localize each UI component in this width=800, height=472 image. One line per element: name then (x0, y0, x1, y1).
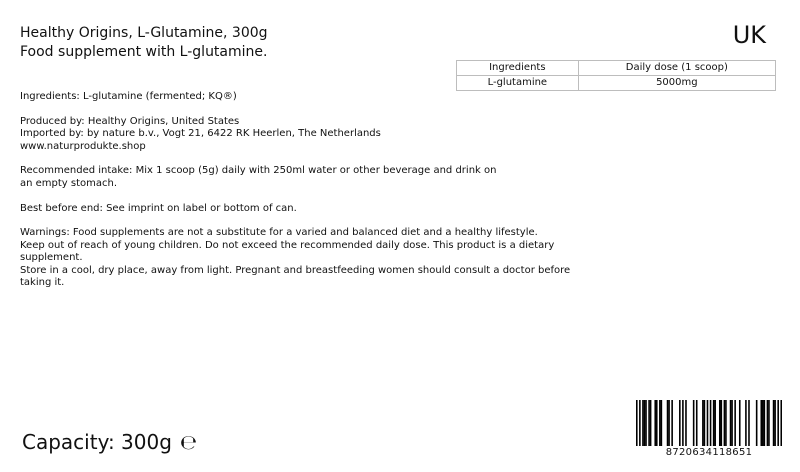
warnings-block (20, 227, 580, 289)
table-header-row (457, 61, 776, 76)
product-title: Healthy Origins, L-Glutamine, 300g (20, 25, 268, 41)
barcode-bar (780, 400, 782, 446)
barcode-bar (768, 400, 770, 446)
region-code: UK (732, 21, 766, 49)
barcode-bar (748, 400, 750, 446)
daily-dose-table (456, 60, 776, 91)
barcode-bar (661, 400, 663, 446)
barcode-bar (645, 400, 647, 446)
best-before-line: Best before end: See imprint on label or bottom of can. (20, 202, 297, 214)
barcode-bar (760, 400, 762, 446)
barcode-bar (777, 400, 779, 446)
barcode-bar (725, 400, 727, 446)
barcode-bar (713, 400, 715, 446)
barcode-bar (685, 400, 687, 446)
imported-by-line: Imported by: by nature b.v., Vogt 21, 6422 RK Heerlen, The Netherlands (20, 128, 381, 140)
table-header-ingredients: Ingredients (457, 61, 579, 76)
barcode-bar (696, 400, 698, 446)
barcode-bar (648, 400, 650, 446)
barcode-bar (679, 400, 681, 446)
barcode-bar (704, 400, 706, 446)
barcode-bar (671, 400, 673, 446)
warning-line-3: Store in a cool, dry place, away from light. Pregnant and breastfeeding women should consult a doctor before taking it. (20, 264, 571, 289)
barcode-bar (710, 400, 712, 446)
barcode-bar (714, 400, 716, 446)
barcode-bar (739, 400, 741, 446)
table-cell-dose: 5000mg (578, 76, 775, 91)
barcode-bar (724, 400, 726, 446)
warning-line-2: Keep out of reach of young children. Do not exceed the recommended daily dose. This product is a dietary supplement. (20, 239, 555, 264)
product-subtitle: Food supplement with L-glutamine. (20, 44, 268, 60)
barcode-bar (654, 400, 656, 446)
table-cell-ingredient: L-glutamine (457, 76, 579, 91)
label-body (20, 91, 580, 302)
barcode-bar (642, 400, 644, 446)
intake-line-2: an empty stomach. (20, 177, 118, 189)
barcode-bar (774, 400, 776, 446)
barcode-bar (730, 400, 732, 446)
warning-line-1: Warnings: Food supplements are not a substitute for a varied and balanced diet and a healthy lifestyle. (20, 227, 538, 239)
barcode-bar (734, 400, 736, 446)
barcode-bar (659, 400, 661, 446)
barcode-bar (650, 400, 652, 446)
barcode-bar (702, 400, 704, 446)
barcode-bar (639, 400, 641, 446)
barcode-bar (773, 400, 775, 446)
website-line: www.naturprodukte.shop (20, 140, 146, 152)
barcode-bar (764, 400, 766, 446)
barcode-bar (719, 400, 721, 446)
barcode-bar (693, 400, 695, 446)
barcode-bar (762, 400, 764, 446)
barcode-bar (644, 400, 646, 446)
barcode-bar (745, 400, 747, 446)
barcode-bar (636, 400, 638, 446)
barcode-bar (756, 400, 758, 446)
recommended-intake (20, 165, 580, 190)
barcode-bar (767, 400, 769, 446)
barcode-bar (731, 400, 733, 446)
barcode-bar (721, 400, 723, 446)
barcode-bar (667, 400, 669, 446)
barcode-bar (682, 400, 684, 446)
estimated-sign-icon: ℮ (179, 430, 198, 454)
manufacturer-block (20, 116, 580, 153)
barcode-bar (656, 400, 658, 446)
capacity-label (22, 429, 197, 455)
table-header-daily-dose: Daily dose (1 scoop) (578, 61, 775, 76)
intake-line-1: Recommended intake: Mix 1 scoop (5g) daily with 250ml water or other beverage and drink on (20, 165, 497, 177)
barcode-number: 8720634118651 (665, 447, 753, 458)
table-row (457, 76, 776, 91)
barcode-bar (707, 400, 709, 446)
produced-by-line: Produced by: Healthy Origins, United States (20, 115, 240, 127)
ingredients-line: Ingredients: L-glutamine (fermented; KQ®) (20, 91, 237, 102)
barcode-bar (668, 400, 670, 446)
capacity-text: Capacity: 300g (22, 430, 172, 454)
barcode-bars (636, 400, 782, 446)
barcode (636, 400, 782, 460)
